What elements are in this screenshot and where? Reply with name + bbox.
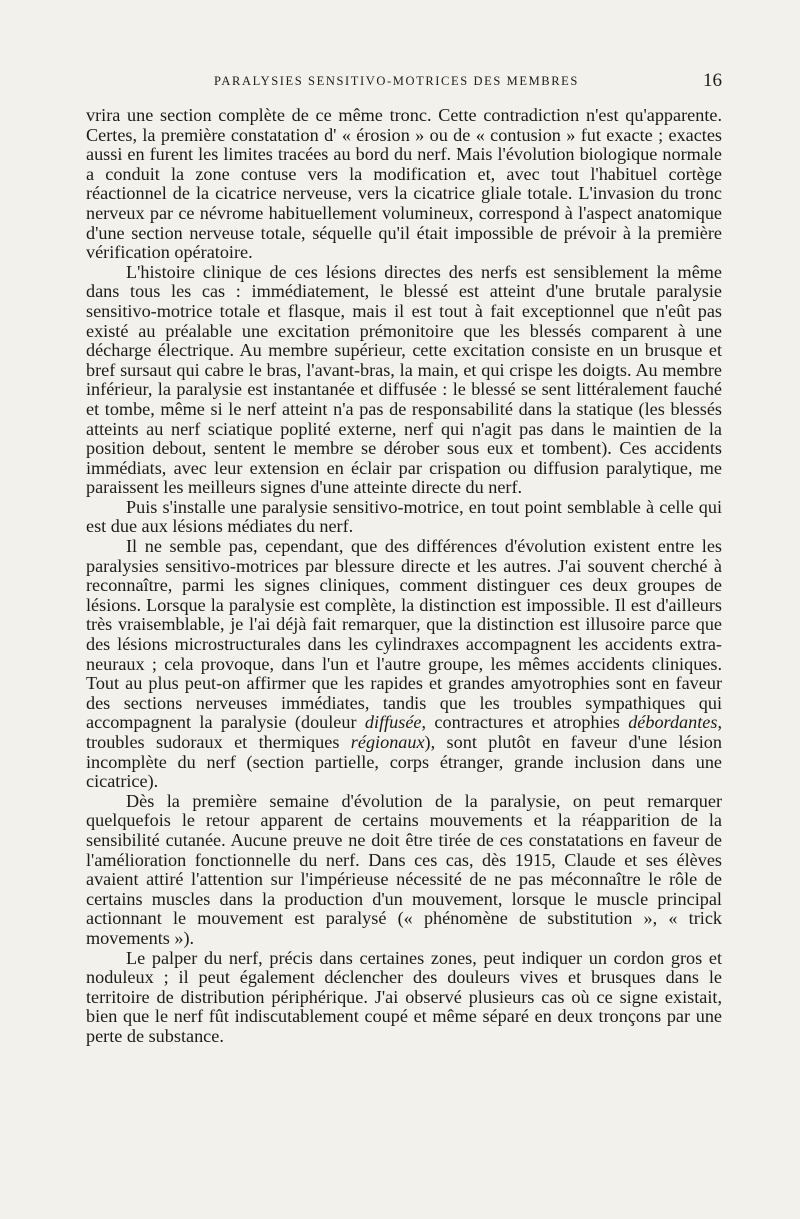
page-number: 16 [703, 70, 722, 91]
italic-term: débordantes [628, 712, 718, 733]
text-run: , contractures et atrophies [421, 712, 629, 733]
italic-term: diffusée [364, 712, 422, 733]
text-run: Il ne semble pas, cependant, que des différences d'évolution existent entre les paralysies sensitivo-motrices par blessure directe et les autres. J'ai souvent cherché à reconnaître, parmi les signes cliniques, comment distinguer ces deux groupes de lésions. Lorsque la paralysie est complète, la distinction est impossible. Il est d'ailleurs très vraisemblable, je l'ai déjà fait remarquer, que la distinction est illusoire parce que des lésions microstructurales dans les cylindraxes accompagnent les accidents extra-neuraux ; cela provoque, dans l'un et l'autre groupe, les mêmes accidents cliniques. Tout au plus peut-on affirmer que les rapides et grandes amyotrophies sont en faveur des sections nerveuses immédiates, tandis que les troubles sympathiques qui accompagnent la paralysie (douleur [86, 536, 722, 733]
paragraph [86, 537, 722, 792]
text-run: ), sont plutôt en faveur d'une lésion incomplète du nerf (section partielle, corps étranger, grande inclusion dans une cicatrice). [86, 732, 722, 792]
paragraph: vrira une section complète de ce même tronc. Cette contradiction n'est qu'apparente. Certes, la première constatation d' « érosion » ou de « contusion » fut exacte ; exactes aussi en furent les limites tracées au bord du nerf. Mais l'évolution biologique normale a conduit la zone contuse vers la modification et, avec tout l'habituel cortège réactionnel de la cicatrice nerveuse, vers la cicatrice gliale totale. L'invasion du tronc nerveux par ce névrome habituellement volumineux, correspond à l'aspect anatomique d'une section nerveuse totale, séquelle qu'il était impossible de prévoir à la première vérification opératoire. [86, 105, 722, 263]
paragraph: L'histoire clinique de ces lésions directes des nerfs est sensiblement la même dans tous les cas : immédiatement, le blessé est atteint d'une brutale paralysie sensitivo-motrice totale et flasque, mais il est tout à fait exceptionnel que n'eût pas existé au préalable une excitation prémonitoire que les blessés comparent à une décharge électrique. Au membre supérieur, cette excitation consiste en un brusque et bref sursaut qui cabre le bras, l'avant-bras, la main, et qui crispe les doigts. Au membre inférieur, la paralysie est instantanée et diffusée : le blessé se sent littéralement fauché et tombe, même si le nerf atteint n'a pas de responsabilité dans la statique (les blessés atteints au nerf sciatique poplité externe, nerf qui n'agit pas dans le maintien de la position debout, sentent le membre se dérober sous eux et tombent). Ces accidents immédiats, avec leur extension en éclair par crispation ou diffusion paralytique, me paraissent les meilleurs signes d'une atteinte directe du nerf. [86, 261, 722, 498]
italic-term: régionaux [350, 732, 425, 752]
paragraph: Dès la première semaine d'évolution de la paralysie, on peut remarquer quelquefois le retour apparent de certains mouvements et la réapparition de la sensibilité cutanée. Aucune preuve ne doit être tirée de ces constatations en faveur de l'amélioration fonctionnelle du nerf. Dans ces cas, dès 1915, Claude et ses élèves avaient attiré l'attention sur l'impérieuse nécessité de ne pas méconnaître le rôle de certains muscles dans la production d'un mouvement, lorsque le muscle principal actionnant le mouvement est paralysé (« phénomène de substitution », « trick movements »). [86, 790, 722, 948]
paragraph: Le palper du nerf, précis dans certaines zones, peut indiquer un cordon gros et noduleux ; il peut également déclencher des douleurs vives et brusques dans le territoire de distribution périphérique. J'ai observé plusieurs cas où ce signe existait, bien que le nerf fût indiscutablement coupé et même séparé en deux tronçons par une perte de substance. [86, 947, 722, 1046]
body-text [86, 106, 722, 1047]
running-head [86, 70, 722, 92]
text-run: , troubles sudoraux et thermiques [86, 712, 722, 752]
paragraph: Puis s'installe une paralysie sensitivo-motrice, en tout point semblable à celle qui est due aux lésions médiates du nerf. [86, 496, 722, 537]
running-title: PARALYSIES SENSITIVO-MOTRICES DES MEMBRES [214, 74, 579, 88]
